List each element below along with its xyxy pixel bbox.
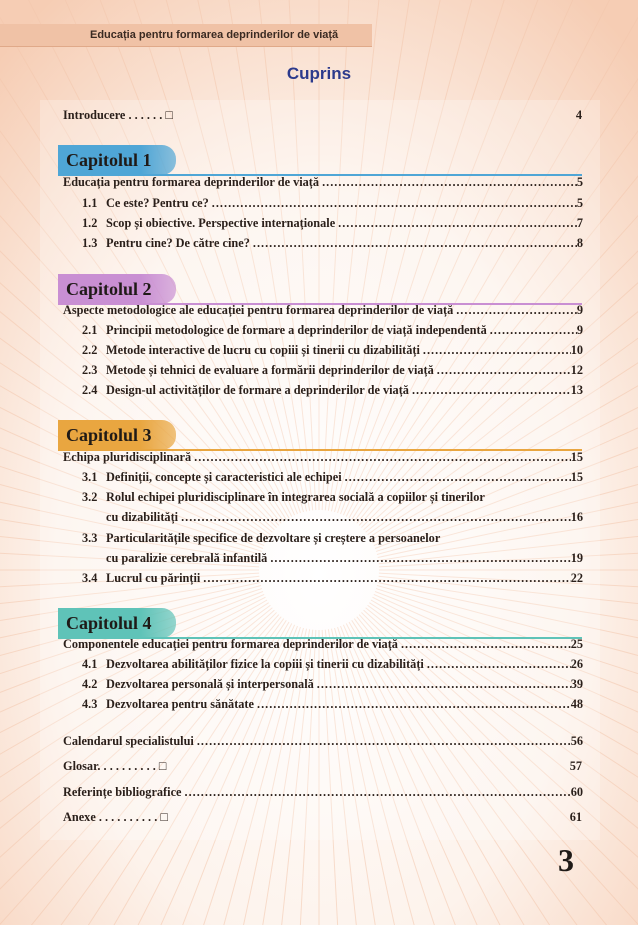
toc-entry-2-1[interactable]: 2.1 Principii metodologice de formare a deprinderilor de viață independentă ..... 9 <box>82 323 583 341</box>
page-title: Cuprins <box>286 64 352 83</box>
toc-entry-chapter-3[interactable]: Echipa pluridisciplinară ..... 15 <box>63 450 583 468</box>
toc-entry-1-2[interactable]: 1.2 Scop și obiective. Perspective internaționale ..... 7 <box>82 216 583 234</box>
toc-entry-1-3[interactable]: 1.3 Pentru cine? De către cine? ..... 8 <box>82 236 583 254</box>
missing-glyph-icon: □ <box>160 810 168 824</box>
toc-entry-3-3-line1[interactable]: 3.3 Particularitățile specifice de dezvoltare și creștere a persoanelor <box>82 531 441 545</box>
toc-entry-chapter-2[interactable]: Aspecte metodologice ale educației pentru formarea deprinderilor de viață ..... 9 <box>63 303 583 321</box>
toc-entry-4-1[interactable]: 4.1 Dezvoltarea abilităților fizice la copiii și tinerii cu dizabilități ..... 26 <box>82 657 583 675</box>
toc-entry-page: 57 <box>569 759 582 773</box>
toc-entry-4-2[interactable]: 4.2 Dezvoltarea personală și interpersonală ..... 39 <box>82 677 583 695</box>
chapter-1-tab <box>58 145 176 175</box>
toc-entry-3-4[interactable]: 3.4 Lucrul cu părinții ..... 22 <box>82 571 583 589</box>
toc-entry-2-2[interactable]: 2.2 Metode interactive de lucru cu copiii și tinerii cu dizabilități ..... 10 <box>82 343 583 361</box>
toc-entry-1-1[interactable]: 1.1 Ce este? Pentru ce? ..... 5 <box>82 196 583 214</box>
toc-entry-4-3[interactable]: 4.3 Dezvoltarea pentru sănătate ..... 48 <box>82 697 583 715</box>
toc-entry-2-3[interactable]: 2.3 Metode și tehnici de evaluare a formării deprinderilor de viață ..... 12 <box>82 363 583 381</box>
chapter-2-heading: Capitolul 2 <box>66 279 152 299</box>
missing-glyph-icon: □ <box>158 759 167 773</box>
toc-entry-anexe[interactable]: Anexe . . . . . . . . . . □ <box>63 810 168 824</box>
chapter-2-tab <box>58 274 176 304</box>
toc-entry-glosar[interactable]: Glosar. . . . . . . . . . □ <box>63 759 167 773</box>
toc-entry-page: 4 <box>575 108 582 122</box>
toc-entry-chapter-1[interactable]: Educația pentru formarea deprinderilor de viață ..... 5 <box>63 175 583 193</box>
page-number: 3 <box>558 842 574 878</box>
running-header <box>0 24 372 47</box>
toc-entry-label: Introducere . . . . . . <box>63 108 163 122</box>
missing-glyph-icon: □ <box>165 108 173 122</box>
chapter-3-heading: Capitolul 3 <box>66 425 152 445</box>
chapter-4-tab <box>58 608 176 638</box>
toc-entry-3-1[interactable]: 3.1 Definiții, concepte și caracteristici ale echipei ..... 15 <box>82 470 583 488</box>
chapter-3-tab <box>58 420 176 450</box>
running-header-text: Educația pentru formarea deprinderilor de viață <box>90 29 339 41</box>
toc-entry-3-2-line1[interactable]: 3.2 Rolul echipei pluridisciplinare în integrarea socială a copiilor și tinerilor <box>82 490 485 504</box>
toc-entry-introducere[interactable] <box>63 108 173 126</box>
toc-entry-3-3[interactable]: cu paralizie cerebrală infantilă ..... 19 <box>106 551 583 569</box>
chapter-4-heading: Capitolul 4 <box>66 613 152 633</box>
toc-entry-chapter-4[interactable]: Componentele educației pentru formarea deprinderilor de viață ..... 25 <box>63 637 583 655</box>
chapter-1-heading: Capitolul 1 <box>66 150 152 170</box>
toc-entry-page: 61 <box>569 810 582 824</box>
toc-entry-3-2[interactable]: cu dizabilități ..... 16 <box>106 510 583 528</box>
toc-entry-referinte[interactable]: Referințe bibliografice ..... 60 <box>63 785 583 803</box>
toc-entry-calendarul[interactable]: Calendarul specialistului ..... 56 <box>63 734 583 752</box>
toc-entry-2-4[interactable]: 2.4 Design-ul activităților de formare a deprinderilor de viață ..... 13 <box>82 383 583 401</box>
